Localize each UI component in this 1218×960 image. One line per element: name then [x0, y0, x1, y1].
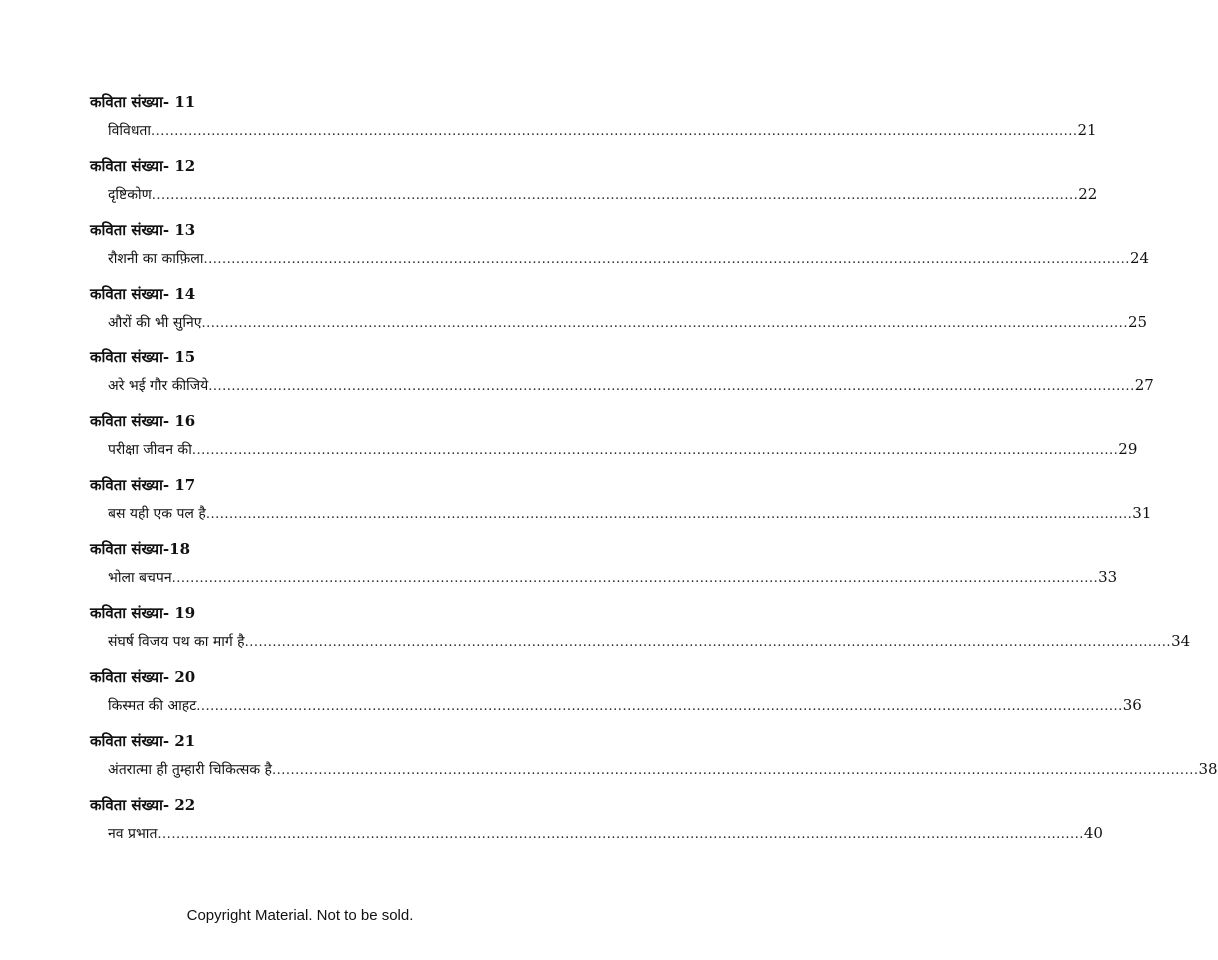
page-number: 33: [1098, 568, 1118, 586]
toc-entry: [0, 731, 1218, 795]
copyright-footer: Copyright Material. Not to be sold.: [186, 907, 414, 924]
page-number: 22: [1078, 185, 1098, 203]
poem-title: औरों की भी सुनिए: [108, 315, 202, 331]
toc-entry: [0, 220, 1150, 284]
dot-leader: ........................................................................................................................................................................................................: [201, 316, 1128, 331]
toc-line[interactable]: [108, 248, 1150, 268]
toc-line[interactable]: [108, 439, 1138, 459]
toc-line[interactable]: [108, 120, 1097, 140]
dot-leader: ........................................................................................................................................................................................................: [244, 635, 1172, 650]
page-number: 34: [1171, 632, 1191, 650]
page-number: 31: [1132, 504, 1152, 522]
page-number: 27: [1134, 376, 1154, 394]
dot-leader: ........................................................................................................................................................................................................: [196, 699, 1123, 714]
poem-title: किस्मत की आहट: [108, 698, 197, 714]
poem-title: परीक्षा जीवन की: [108, 442, 192, 458]
poem-title: बस यही एक पल है: [108, 506, 206, 522]
toc-line[interactable]: [108, 631, 1191, 651]
page-number: 40: [1083, 824, 1103, 842]
toc-line[interactable]: [108, 184, 1098, 204]
poem-number-heading: कविता संख्या- 12: [90, 157, 196, 175]
page-number: 36: [1122, 696, 1142, 714]
poem-number-heading: कविता संख्या- 14: [90, 285, 196, 303]
toc-entry: [0, 795, 1103, 859]
poem-title: दृष्टिकोण: [108, 187, 152, 203]
poem-title: भोला बचपन: [108, 570, 172, 586]
page-number: 24: [1129, 249, 1150, 267]
dot-leader: ........................................................................................................................................................................................................: [151, 124, 1078, 139]
page-number: 25: [1127, 313, 1148, 331]
toc-entry: [0, 411, 1138, 475]
toc-entry: [0, 539, 1118, 603]
poem-title: विविधता: [108, 123, 152, 139]
toc-entry: [0, 667, 1142, 731]
dot-leader: ........................................................................................................................................................................................................: [171, 571, 1099, 586]
toc-line[interactable]: [108, 375, 1154, 395]
toc-line[interactable]: [108, 759, 1218, 779]
toc-line[interactable]: [108, 503, 1152, 523]
poem-title: अंतरात्मा ही तुम्हारी चिकित्सक है: [108, 762, 272, 778]
poem-title: नव प्रभात: [108, 826, 158, 842]
poem-number-heading: कविता संख्या- 19: [90, 604, 196, 622]
page-number: 29: [1118, 440, 1138, 458]
poem-title: अरे भई गौर कीजिये: [108, 378, 209, 394]
poem-title: रौशनी का काफ़िला: [108, 251, 204, 267]
toc-entry: [0, 156, 1098, 220]
poem-number-heading: कविता संख्या- 22: [90, 796, 196, 814]
poem-number-heading: कविता संख्या- 21: [90, 732, 196, 750]
toc-entry: [0, 284, 1148, 348]
poem-number-heading: कविता संख्या-18: [90, 540, 191, 558]
page-number: 38: [1198, 760, 1218, 778]
dot-leader: ........................................................................................................................................................................................................: [208, 379, 1135, 394]
poem-number-heading: कविता संख्या- 20: [90, 668, 196, 686]
toc-line[interactable]: [108, 695, 1142, 715]
dot-leader: ........................................................................................................................................................................................................: [151, 188, 1079, 203]
toc-line[interactable]: [108, 823, 1103, 843]
dot-leader: ........................................................................................................................................................................................................: [205, 507, 1133, 522]
toc-entry: [0, 603, 1191, 667]
toc-line[interactable]: [108, 567, 1118, 587]
poem-number-heading: कविता संख्या- 11: [90, 93, 196, 111]
toc-line[interactable]: [108, 312, 1148, 332]
dot-leader: ........................................................................................................................................................................................................: [191, 443, 1119, 458]
poem-number-heading: कविता संख्या- 13: [90, 221, 196, 239]
dot-leader: ........................................................................................................................................................................................................: [272, 763, 1199, 778]
toc-entry: [0, 347, 1154, 411]
dot-leader: ........................................................................................................................................................................................................: [203, 252, 1130, 267]
dot-leader: ........................................................................................................................................................................................................: [157, 827, 1084, 842]
poem-number-heading: कविता संख्या- 15: [90, 348, 196, 366]
page-number: 21: [1077, 121, 1097, 139]
poem-title: संघर्ष विजय पथ का मार्ग है: [108, 634, 245, 650]
toc-entry: [0, 475, 1152, 539]
poem-number-heading: कविता संख्या- 17: [90, 476, 196, 494]
toc-entry: [0, 92, 1097, 156]
poem-number-heading: कविता संख्या- 16: [90, 412, 196, 430]
